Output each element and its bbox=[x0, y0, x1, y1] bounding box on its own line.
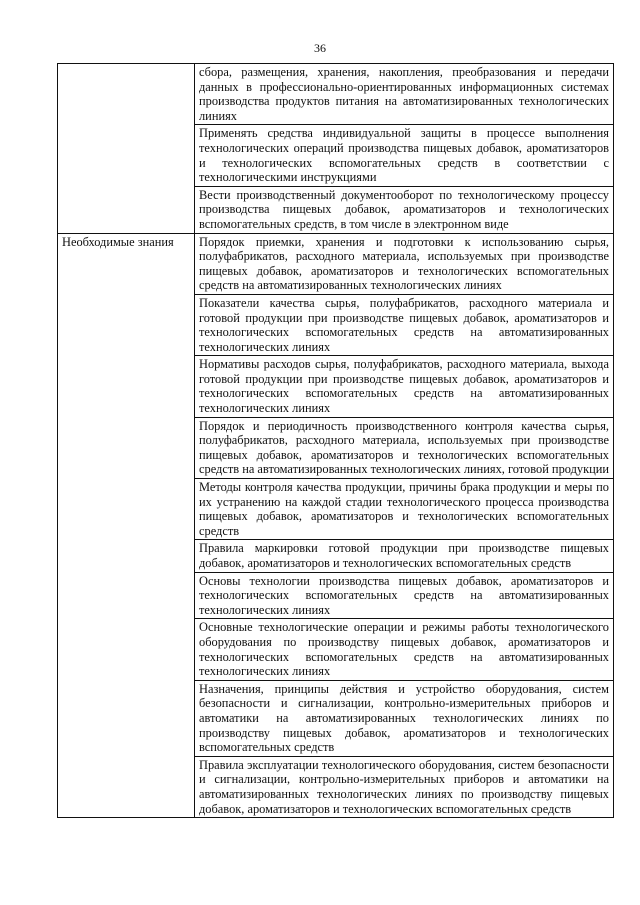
row-text: Правила эксплуатации технологического оборудования, систем безопасности и сигнализации, контрольно-измерительных приборов и автоматики на автоматизированных технологических линиях по производству пищевых добавок, ароматизаторов и технологических вспомогательных средств bbox=[199, 757, 609, 816]
row-label: Необходимые знания bbox=[62, 234, 174, 249]
text-cell bbox=[195, 572, 614, 619]
text-cell bbox=[195, 294, 614, 355]
text-cell bbox=[195, 756, 614, 817]
text-cell bbox=[195, 680, 614, 756]
table-row bbox=[58, 64, 614, 125]
text-cell bbox=[195, 479, 614, 540]
text-cell bbox=[195, 619, 614, 680]
requirements-table bbox=[57, 63, 614, 818]
row-text: Правила маркировки готовой продукции при производстве пищевых добавок, ароматизаторов и технологических вспомогательных средств bbox=[199, 541, 609, 570]
text-cell bbox=[195, 356, 614, 417]
label-cell-knowledge bbox=[58, 233, 195, 818]
row-text: Основные технологические операции и режимы работы технологического оборудования по производству пищевых добавок, ароматизаторов и технологических вспомогательных средств на автоматизированных технологических линиях bbox=[199, 620, 609, 679]
row-text: Применять средства индивидуальной защиты в процессе выполнения технологических операций производства пищевых добавок, ароматизаторов и технологических вспомогательных средств в соответствии с технологическими инструкциями bbox=[199, 126, 609, 185]
text-cell bbox=[195, 417, 614, 478]
row-text: Методы контроля качества продукции, причины брака продукции и меры по их устранению на каждой стадии технологического процесса производства пищевых добавок, ароматизаторов и технологических вспомогательных средств bbox=[199, 480, 609, 538]
page-number: 36 bbox=[314, 41, 326, 55]
row-text: Основы технологии производства пищевых добавок, ароматизаторов и технологических вспомогательных средств на автоматизированных технологических линиях bbox=[199, 573, 609, 617]
table-row bbox=[58, 233, 614, 294]
row-text: Назначения, принципы действия и устройство оборудования, систем безопасности и сигнализации, контрольно-измерительных приборов и автоматики на автоматизированных технологических линиях по производству пищевых добавок, ароматизаторов и технологических вспомогательных средств bbox=[199, 681, 609, 755]
row-text: Показатели качества сырья, полуфабрикатов, расходного материала и готовой продукции при производстве пищевых добавок, ароматизаторов и технологических вспомогательных средств на автоматизированных технологических линиях bbox=[199, 295, 609, 354]
label-cell-skills bbox=[58, 64, 195, 234]
text-cell bbox=[195, 540, 614, 572]
row-text: Вести производственный документооборот по технологическому процессу производства пищевых добавок, ароматизаторов и технологических вспомогательных средств, в том числе в электронном виде bbox=[199, 187, 609, 231]
row-text: Нормативы расходов сырья, полуфабрикатов, расходного материала, выхода готовой продукции при производстве пищевых добавок, ароматизаторов и технологических вспомогательных средств на автоматизированных технологических линиях bbox=[199, 357, 609, 416]
row-text: Порядок и периодичность производственного контроля качества сырья, полуфабрикатов, расходного материала, используемых при производстве пищевых добавок, ароматизаторов и технологических вспомогательных средств на автоматизированных технологических линиях, готовой продукции bbox=[199, 418, 610, 477]
text-cell bbox=[195, 64, 614, 125]
text-cell bbox=[195, 233, 614, 294]
row-text: Порядок приемки, хранения и подготовки к использованию сырья, полуфабрикатов, расходного материала, используемых при производстве пищевых добавок, ароматизаторов и технологических вспомогательных средств на автоматизированных технологических линиях bbox=[199, 234, 609, 293]
text-cell bbox=[195, 125, 614, 186]
text-cell bbox=[195, 186, 614, 233]
row-text: сбора, размещения, хранения, накопления, преобразования и передачи данных в профессионально-ориентированных информационных системах производства продуктов питания на автоматизированных технологических линиях bbox=[199, 65, 609, 123]
